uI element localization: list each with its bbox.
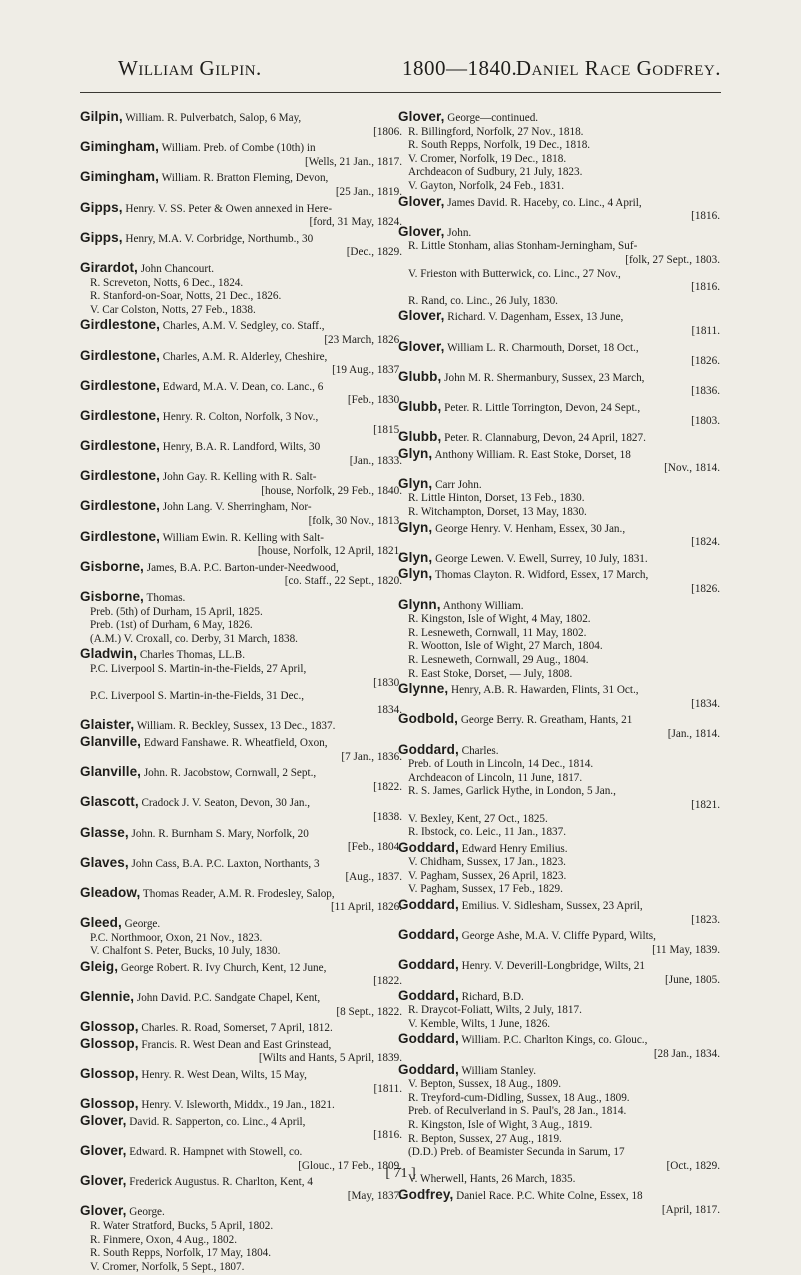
register-entry	[398, 567, 720, 596]
entry-date: [7 Jan., 1836.	[341, 750, 402, 763]
entry-date: [1816.	[373, 1129, 402, 1142]
register-entry	[80, 735, 402, 764]
entry-date: [June, 1805.	[665, 974, 720, 987]
entry-text: John M. R. Shermanbury, Sussex, 23 March,	[441, 371, 645, 384]
entry-subline: R. Billingford, Norfolk, 27 Nov., 1818.	[408, 125, 584, 138]
entry-date: 1834.	[376, 703, 402, 716]
entry-subline: R. Water Stratford, Bucks, 5 April, 1802.	[90, 1219, 274, 1232]
entry-surname: Goddard,	[398, 987, 459, 1003]
entry-surname: Girdlestone,	[80, 317, 160, 333]
entry-date: [1811.	[691, 324, 720, 337]
register-entry	[398, 712, 720, 741]
entry-subline: R. Finmere, Oxon, 4 Aug., 1802.	[90, 1233, 237, 1246]
register-entry	[80, 201, 402, 230]
entry-surname: Girdlestone,	[80, 438, 160, 454]
entry-subline: R. Draycot-Foliatt, Wilts, 2 July, 1817.	[408, 1004, 582, 1017]
entry-subline: R. East Stoke, Dorset, — July, 1808.	[408, 667, 573, 680]
entry-subline: V. Bexley, Kent, 27 Oct., 1825.	[408, 812, 548, 825]
entry-surname: Gisborne,	[80, 558, 144, 574]
entry-surname: Girdlestone,	[80, 528, 160, 544]
entry-text: Richard, B.D.	[458, 990, 524, 1003]
entry-text: John. R. Burnham S. Mary, Norfolk, 20	[128, 827, 309, 840]
entry-subline: V. Pagham, Sussex, 26 April, 1823.	[408, 869, 567, 882]
entry-surname: Glover,	[80, 1173, 127, 1189]
entry-subline: (D.D.) Preb. of Beamister Secunda in Sarum, 17	[408, 1146, 625, 1159]
entry-surname: Glossop,	[80, 1096, 139, 1112]
entry-subline: Preb. (5th) of Durham, 15 April, 1825.	[90, 605, 263, 618]
entry-subline: V. Pagham, Sussex, 17 Feb., 1829.	[408, 883, 563, 896]
register-entry	[398, 898, 720, 927]
entry-text: Henry. R. Colton, Norfolk, 3 Nov.,	[159, 410, 319, 423]
entry-surname: Gimingham,	[80, 169, 160, 185]
entry-text: William. R. Bratton Fleming, Devon,	[159, 172, 329, 185]
entry-date: [folk, 30 Nov., 1813.	[308, 515, 402, 528]
entry-subline: R. Kingston, Isle of Wight, 3 Aug., 1819.	[408, 1118, 593, 1131]
entry-date: [19 Aug., 1837.	[332, 364, 402, 377]
entry-subline: R. Bepton, Sussex, 27 Aug., 1819.	[408, 1132, 562, 1145]
entry-text: Henry, M.A. V. Corbridge, Northumb., 30	[122, 232, 314, 245]
register-entry	[80, 1020, 402, 1036]
entry-text: Charles Thomas, LL.B.	[137, 649, 245, 662]
register-entry	[80, 261, 402, 317]
register-entry	[398, 370, 720, 399]
entry-text: Edward Fanshawe. R. Wheatfield, Oxon,	[141, 736, 328, 749]
entry-text: Peter. R. Little Torrington, Devon, 24 Sept.,	[441, 401, 641, 414]
right-column	[398, 110, 720, 1218]
entry-surname: Girardot,	[80, 259, 138, 275]
entry-subline: R. Wootton, Isle of Wight, 27 March, 1804.	[408, 640, 603, 653]
register-entry	[80, 1037, 402, 1066]
entry-surname: Glascott,	[80, 794, 139, 810]
register-entry	[80, 349, 402, 378]
entry-date: [Glouc., 17 Feb., 1809.	[298, 1159, 402, 1172]
entry-surname: Glennie,	[80, 989, 135, 1005]
entry-surname: Gleig,	[80, 958, 119, 974]
entry-text: George Lewen. V. Ewell, Surrey, 10 July, 1831.	[432, 552, 648, 565]
register-entry	[80, 1114, 402, 1143]
entry-subline: R. Witchampton, Dorset, 13 May, 1830.	[408, 506, 587, 519]
entry-date: [11 May, 1839.	[652, 943, 720, 956]
entry-subline: R. Lesneweth, Cornwall, 11 May, 1802.	[408, 626, 587, 639]
entry-subline: V. Frieston with Butterwick, co. Linc., 27 Nov.,	[408, 267, 621, 280]
entry-surname: Glanville,	[80, 764, 142, 780]
register-entry	[80, 590, 402, 646]
entry-text: Emilius. V. Sidlesham, Sussex, 23 April,	[458, 900, 643, 913]
entry-date: [1826.	[691, 583, 720, 595]
entry-text: John Chancourt.	[137, 262, 215, 275]
entry-text: Edward Henry Emilius.	[458, 842, 568, 855]
register-entry	[80, 110, 402, 139]
entry-surname: Gimingham,	[80, 139, 160, 155]
entry-date: [25 Jan., 1819.	[335, 185, 402, 198]
entry-surname: Glubb,	[398, 368, 442, 384]
entry-text: George Henry. V. Henham, Essex, 30 Jan.,	[432, 522, 626, 535]
entry-subline: R. Little Hinton, Dorset, 13 Feb., 1830.	[408, 492, 585, 505]
entry-surname: Glover,	[80, 1203, 127, 1219]
register-entry	[80, 718, 402, 734]
register-entry	[398, 958, 720, 987]
entry-surname: Goddard,	[398, 897, 459, 913]
entry-date: [Feb., 1830.	[347, 394, 402, 407]
entry-surname: Gleadow,	[80, 884, 141, 900]
entry-surname: Godfrey,	[398, 1186, 454, 1202]
entry-date: [1815.	[373, 424, 402, 437]
register-entry	[80, 530, 402, 559]
entry-date: [house, Norfolk, 29 Feb., 1840.	[261, 484, 402, 497]
entry-date: [co. Staff., 22 Sept., 1820.	[284, 575, 402, 588]
entry-date: [1822.	[373, 780, 402, 793]
entry-subline: P.C. Northmoor, Oxon, 21 Nov., 1823.	[90, 931, 263, 944]
register-entry	[80, 826, 402, 855]
entry-subline: V. Cromer, Norfolk, 5 Sept., 1807.	[90, 1260, 245, 1273]
entry-date: [1803.	[691, 415, 720, 428]
entry-text: George Ashe, M.A. V. Cliffe Pypard, Wilts,	[458, 930, 656, 943]
entry-date: [Nov., 1814.	[664, 462, 720, 475]
entry-subline: R. S. James, Garlick Hythe, in London, 5 Jan.,	[408, 785, 616, 798]
entry-text: Peter. R. Clannaburg, Devon, 24 April, 1827.	[441, 432, 646, 445]
entry-surname: Glanville,	[80, 733, 142, 749]
entry-date: [1816.	[691, 281, 720, 294]
entry-subline: R. Ibstock, co. Leic., 11 Jan., 1837.	[408, 826, 567, 839]
entry-surname: Girdlestone,	[80, 498, 160, 514]
entry-subline: R. South Repps, Norfolk, 17 May, 1804.	[90, 1247, 272, 1260]
entry-text: George—continued.	[444, 112, 539, 124]
entry-subline: Preb. of Reculverland in S. Paul's, 28 Jan., 1814.	[408, 1105, 627, 1118]
entry-date: [1821.	[691, 798, 720, 811]
entry-date: [1816.	[691, 210, 720, 223]
left-column	[80, 110, 402, 1275]
register-entry	[80, 560, 402, 589]
entry-surname: Goddard,	[398, 957, 459, 973]
register-entry	[80, 960, 402, 989]
entry-surname: Goddard,	[398, 741, 459, 757]
entry-text: Frederick Augustus. R. Charlton, Kent, 4	[126, 1176, 313, 1189]
entry-text: George Robert. R. Ivy Church, Kent, 12 June,	[118, 961, 327, 974]
entry-surname: Glossop,	[80, 1019, 139, 1035]
register-entry	[80, 469, 402, 498]
entry-text: William. Preb. of Combe (10th) in	[159, 142, 316, 155]
register-entry	[80, 647, 402, 717]
entry-text: James, B.A. P.C. Barton-under-Needwood,	[143, 561, 339, 574]
entry-subline: R. Rand, co. Linc., 26 July, 1830.	[408, 294, 558, 307]
entry-text: William. P.C. Charlton Kings, co. Glouc.,	[458, 1034, 648, 1047]
entry-date: [1838.	[373, 810, 402, 823]
entry-text: Henry. R. West Dean, Wilts, 15 May,	[138, 1069, 307, 1081]
register-entry	[398, 340, 720, 369]
entry-subline: V. Kemble, Wilts, 1 June, 1826.	[408, 1017, 551, 1030]
entry-date: [Aug., 1837.	[345, 871, 402, 884]
entry-text: Anthony William.	[440, 599, 524, 612]
entry-date: [Feb., 1804.	[347, 841, 402, 854]
entry-surname: Girdlestone,	[80, 347, 160, 363]
register-entry	[398, 110, 720, 194]
entry-surname: Glynne,	[398, 681, 449, 697]
register-entry	[80, 1097, 402, 1113]
entry-subline: V. Cromer, Norfolk, 19 Dec., 1818.	[408, 152, 567, 165]
entry-date: [1824.	[691, 536, 720, 549]
register-entry	[398, 400, 720, 429]
entry-text: Cradock J. V. Seaton, Devon, 30 Jan.,	[138, 797, 311, 810]
register-entry	[80, 765, 402, 794]
entry-date: [1836.	[691, 385, 720, 398]
entry-subline: Preb. of Louth in Lincoln, 14 Dec., 1814.	[408, 758, 594, 771]
entry-text: John Gay. R. Kelling with R. Salt-	[159, 471, 317, 484]
entry-date: [Wells, 21 Jan., 1817.	[305, 155, 402, 168]
entry-text: Henry, B.A. R. Landford, Wilts, 30	[159, 441, 321, 454]
entry-date: [Dec., 1829.	[346, 246, 402, 259]
entry-subline: R. Treyford-cum-Didling, Sussex, 18 Aug., 1809.	[408, 1091, 630, 1104]
header-middle: 1800—1840.	[402, 56, 518, 80]
entry-surname: Glossop,	[80, 1035, 139, 1051]
entry-surname: Glover,	[398, 193, 445, 209]
entry-text: George Berry. R. Greatham, Hants, 21	[458, 714, 633, 727]
register-entry	[398, 521, 720, 550]
entry-text: Thomas.	[143, 592, 186, 604]
entry-date: [1826.	[691, 355, 720, 368]
entry-text: Henry. V. Isleworth, Middx., 19 Jan., 1821.	[138, 1099, 335, 1112]
entry-text: William Stanley.	[458, 1064, 537, 1077]
running-header	[118, 56, 721, 90]
entry-surname: Glyn,	[398, 549, 433, 565]
entry-date: [28 Jan., 1834.	[653, 1048, 720, 1060]
entry-text: John Lang. V. Sherringham, Nor-	[159, 501, 312, 514]
header-right: Daniel Race Godfrey.	[515, 56, 721, 80]
register-entry	[80, 886, 402, 915]
page-number: [ 71 ]	[385, 1166, 416, 1181]
entry-subline: R. Little Stonham, alias Stonham-Jerningham, Suf-	[408, 240, 638, 253]
entry-text: Charles. R. Road, Somerset, 7 April, 1812.	[138, 1022, 333, 1035]
entry-date: [1806.	[373, 125, 402, 138]
entry-subline: P.C. Liverpool S. Martin-in-the-Fields, 31 Dec.,	[90, 690, 305, 703]
register-entry	[80, 795, 402, 824]
entry-surname: Goddard,	[398, 927, 459, 943]
entry-text: John Cass, B.A. P.C. Laxton, Northants, 3	[128, 857, 320, 870]
register-entry	[398, 195, 720, 224]
entry-text: Anthony William. R. East Stoke, Dorset, 18	[432, 448, 631, 461]
entry-date: [Wilts and Hants, 5 April, 1839.	[258, 1052, 402, 1065]
entry-surname: Glasse,	[80, 824, 129, 840]
entry-text: Francis. R. West Dean and East Grinstead,	[138, 1038, 332, 1051]
entry-subline: (A.M.) V. Croxall, co. Derby, 31 March, 1838.	[90, 632, 298, 645]
register-entry	[398, 682, 720, 711]
entry-surname: Gipps,	[80, 199, 123, 215]
entry-subline: V. Chidham, Sussex, 17 Jan., 1823.	[408, 856, 566, 869]
register-entry	[398, 743, 720, 840]
entry-date: [1823.	[691, 913, 720, 926]
entry-surname: Glyn,	[398, 519, 433, 535]
entry-subline: V. Chalfont S. Peter, Bucks, 10 July, 1830.	[90, 945, 281, 958]
entry-subline: R. Lesneweth, Cornwall, 29 Aug., 1804.	[408, 653, 589, 666]
entry-text: William L. R. Charmouth, Dorset, 18 Oct.,	[444, 341, 639, 354]
entry-date: [Jan., 1833.	[349, 454, 402, 467]
entry-subline: P.C. Liverpool S. Martin-in-the-Fields, 27 April,	[90, 662, 307, 675]
entry-surname: Glaves,	[80, 854, 129, 870]
entry-surname: Glossop,	[80, 1066, 139, 1081]
entry-text: John.	[444, 226, 472, 239]
entry-subline: Archdeacon of Lincoln, 11 June, 1817.	[408, 771, 583, 784]
entry-surname: Girdlestone,	[80, 468, 160, 484]
entry-surname: Glynn,	[398, 596, 441, 612]
entry-date: [Jan., 1814.	[667, 727, 720, 740]
register-entry	[80, 170, 402, 199]
entry-date: [23 March, 1826.	[324, 333, 402, 346]
entry-text: Thomas Clayton. R. Widford, Essex, 17 March,	[432, 569, 649, 582]
entry-surname: Glover,	[398, 308, 445, 324]
entry-subline: V. Bepton, Sussex, 18 Aug., 1809.	[408, 1078, 562, 1091]
entry-date: [May, 1837.	[347, 1189, 402, 1202]
register-entry	[398, 309, 720, 338]
entry-text: Edward. R. Hampnet with Stowell, co.	[126, 1145, 303, 1158]
register-entry	[398, 551, 720, 567]
entry-surname: Goddard,	[398, 1031, 459, 1047]
entry-surname: Glyn,	[398, 445, 433, 461]
entry-text: William Ewin. R. Kelling with Salt-	[159, 531, 325, 544]
entry-date: [1830.	[373, 676, 402, 689]
entry-surname: Gladwin,	[80, 646, 138, 662]
header-left: William Gilpin.	[118, 56, 262, 80]
entry-surname: Glover,	[398, 338, 445, 354]
entry-text: Thomas Reader, A.M. R. Frodesley, Salop,	[140, 887, 335, 900]
entry-date: [folk, 27 Sept., 1803.	[625, 253, 720, 266]
entry-surname: Gipps,	[80, 229, 123, 245]
entry-text: David. R. Sapperton, co. Linc., 4 April,	[126, 1115, 306, 1128]
entry-text: George.	[121, 918, 161, 931]
entry-subline: V. Car Colston, Notts, 27 Feb., 1838.	[90, 303, 256, 316]
entry-surname: Glubb,	[398, 398, 442, 414]
entry-surname: Godbold,	[398, 711, 459, 727]
register-entry	[80, 231, 402, 260]
entry-surname: Glubb,	[398, 429, 442, 445]
entry-date: [house, Norfolk, 12 April, 1821.	[257, 545, 402, 558]
register-entry	[80, 1067, 402, 1096]
register-entry	[80, 916, 402, 959]
register-entry	[398, 989, 720, 1032]
register-entry	[80, 318, 402, 347]
register-entry	[398, 447, 720, 476]
register-entry	[398, 841, 720, 897]
entry-date: [11 April, 1826.	[330, 901, 402, 914]
entry-surname: Glover,	[398, 109, 445, 124]
entry-text: William. R. Pulverbatch, Salop, 6 May,	[122, 112, 302, 124]
register-entry	[398, 1188, 720, 1217]
entry-subline: R. Stanford-on-Soar, Notts, 21 Dec., 1826.	[90, 290, 282, 303]
entry-text: Henry. V. SS. Peter & Owen annexed in Here-	[122, 202, 333, 215]
entry-text: Charles, A.M. V. Sedgley, co. Staff.,	[159, 320, 325, 333]
entry-text: Richard. V. Dagenham, Essex, 13 June,	[444, 311, 624, 324]
entry-date: [ford, 31 May, 1824.	[309, 216, 402, 229]
entry-surname: Glover,	[80, 1112, 127, 1128]
entry-date: [1811.	[373, 1082, 402, 1095]
entry-date: [1834.	[691, 697, 720, 710]
entry-subline: Preb. (1st) of Durham, 6 May, 1826.	[90, 619, 253, 632]
entry-text: John David. P.C. Sandgate Chapel, Kent,	[134, 992, 321, 1005]
entry-surname: Glaister,	[80, 717, 135, 733]
entry-surname: Glyn,	[398, 475, 433, 491]
entry-subline: Archdeacon of Sudbury, 21 July, 1823.	[408, 166, 583, 179]
entry-surname: Girdlestone,	[80, 377, 160, 393]
register-entry	[398, 1032, 720, 1061]
entry-text: Henry, A.B. R. Hawarden, Flints, 31 Oct.,	[448, 684, 639, 697]
entry-text: John. R. Jacobstow, Cornwall, 2 Sept.,	[141, 767, 317, 780]
entry-date: [April, 1817.	[661, 1203, 720, 1216]
entry-surname: Girdlestone,	[80, 407, 160, 423]
entry-subline: R. Screveton, Notts, 6 Dec., 1824.	[90, 276, 244, 289]
register-entry	[80, 439, 402, 468]
entry-date: [Oct., 1829.	[666, 1159, 720, 1172]
register-entry	[398, 430, 720, 446]
entry-text: James David. R. Haceby, co. Linc., 4 April,	[444, 196, 642, 209]
register-entry	[398, 928, 720, 957]
entry-subline: R. South Repps, Norfolk, 19 Dec., 1818.	[408, 139, 591, 152]
entry-text: Henry. V. Deverill-Longbridge, Wilts, 21	[458, 960, 645, 973]
entry-text: George.	[126, 1206, 165, 1219]
register-entry	[80, 856, 402, 885]
entry-text: Charles.	[458, 744, 499, 757]
entry-text: William. R. Beckley, Sussex, 13 Dec., 1837.	[134, 720, 336, 733]
entry-surname: Glover,	[80, 1142, 127, 1158]
entry-date: [1822.	[373, 975, 402, 988]
entry-text: Daniel Race. P.C. White Colne, Essex, 18	[453, 1189, 643, 1202]
register-entry	[80, 140, 402, 169]
entry-surname: Gisborne,	[80, 589, 144, 604]
register-entry	[80, 409, 402, 438]
entry-text: Carr John.	[432, 478, 482, 491]
entry-text: Edward, M.A. V. Dean, co. Lanc., 6	[159, 380, 324, 393]
entry-date: [8 Sept., 1822.	[336, 1005, 402, 1018]
entry-surname: Gilpin,	[80, 109, 123, 124]
entry-subline: V. Wherwell, Hants, 26 March, 1835.	[408, 1173, 576, 1186]
register-entry	[398, 477, 720, 520]
entry-surname: Goddard,	[398, 1061, 459, 1077]
entry-subline: R. Kingston, Isle of Wight, 4 May, 1802.	[408, 613, 591, 626]
entry-surname: Glover,	[398, 223, 445, 239]
register-entry	[80, 1204, 402, 1274]
entry-text: Charles, A.M. R. Alderley, Cheshire,	[159, 350, 328, 363]
entry-surname: Glyn,	[398, 566, 433, 582]
register-entry	[398, 598, 720, 682]
entry-subline: V. Gayton, Norfolk, 24 Feb., 1831.	[408, 179, 565, 192]
entry-surname: Gleed,	[80, 915, 122, 931]
header-rule	[80, 92, 721, 93]
register-entry	[398, 225, 720, 309]
entry-surname: Goddard,	[398, 839, 459, 855]
register-entry	[80, 499, 402, 528]
register-entry	[80, 379, 402, 408]
register-entry	[80, 990, 402, 1019]
